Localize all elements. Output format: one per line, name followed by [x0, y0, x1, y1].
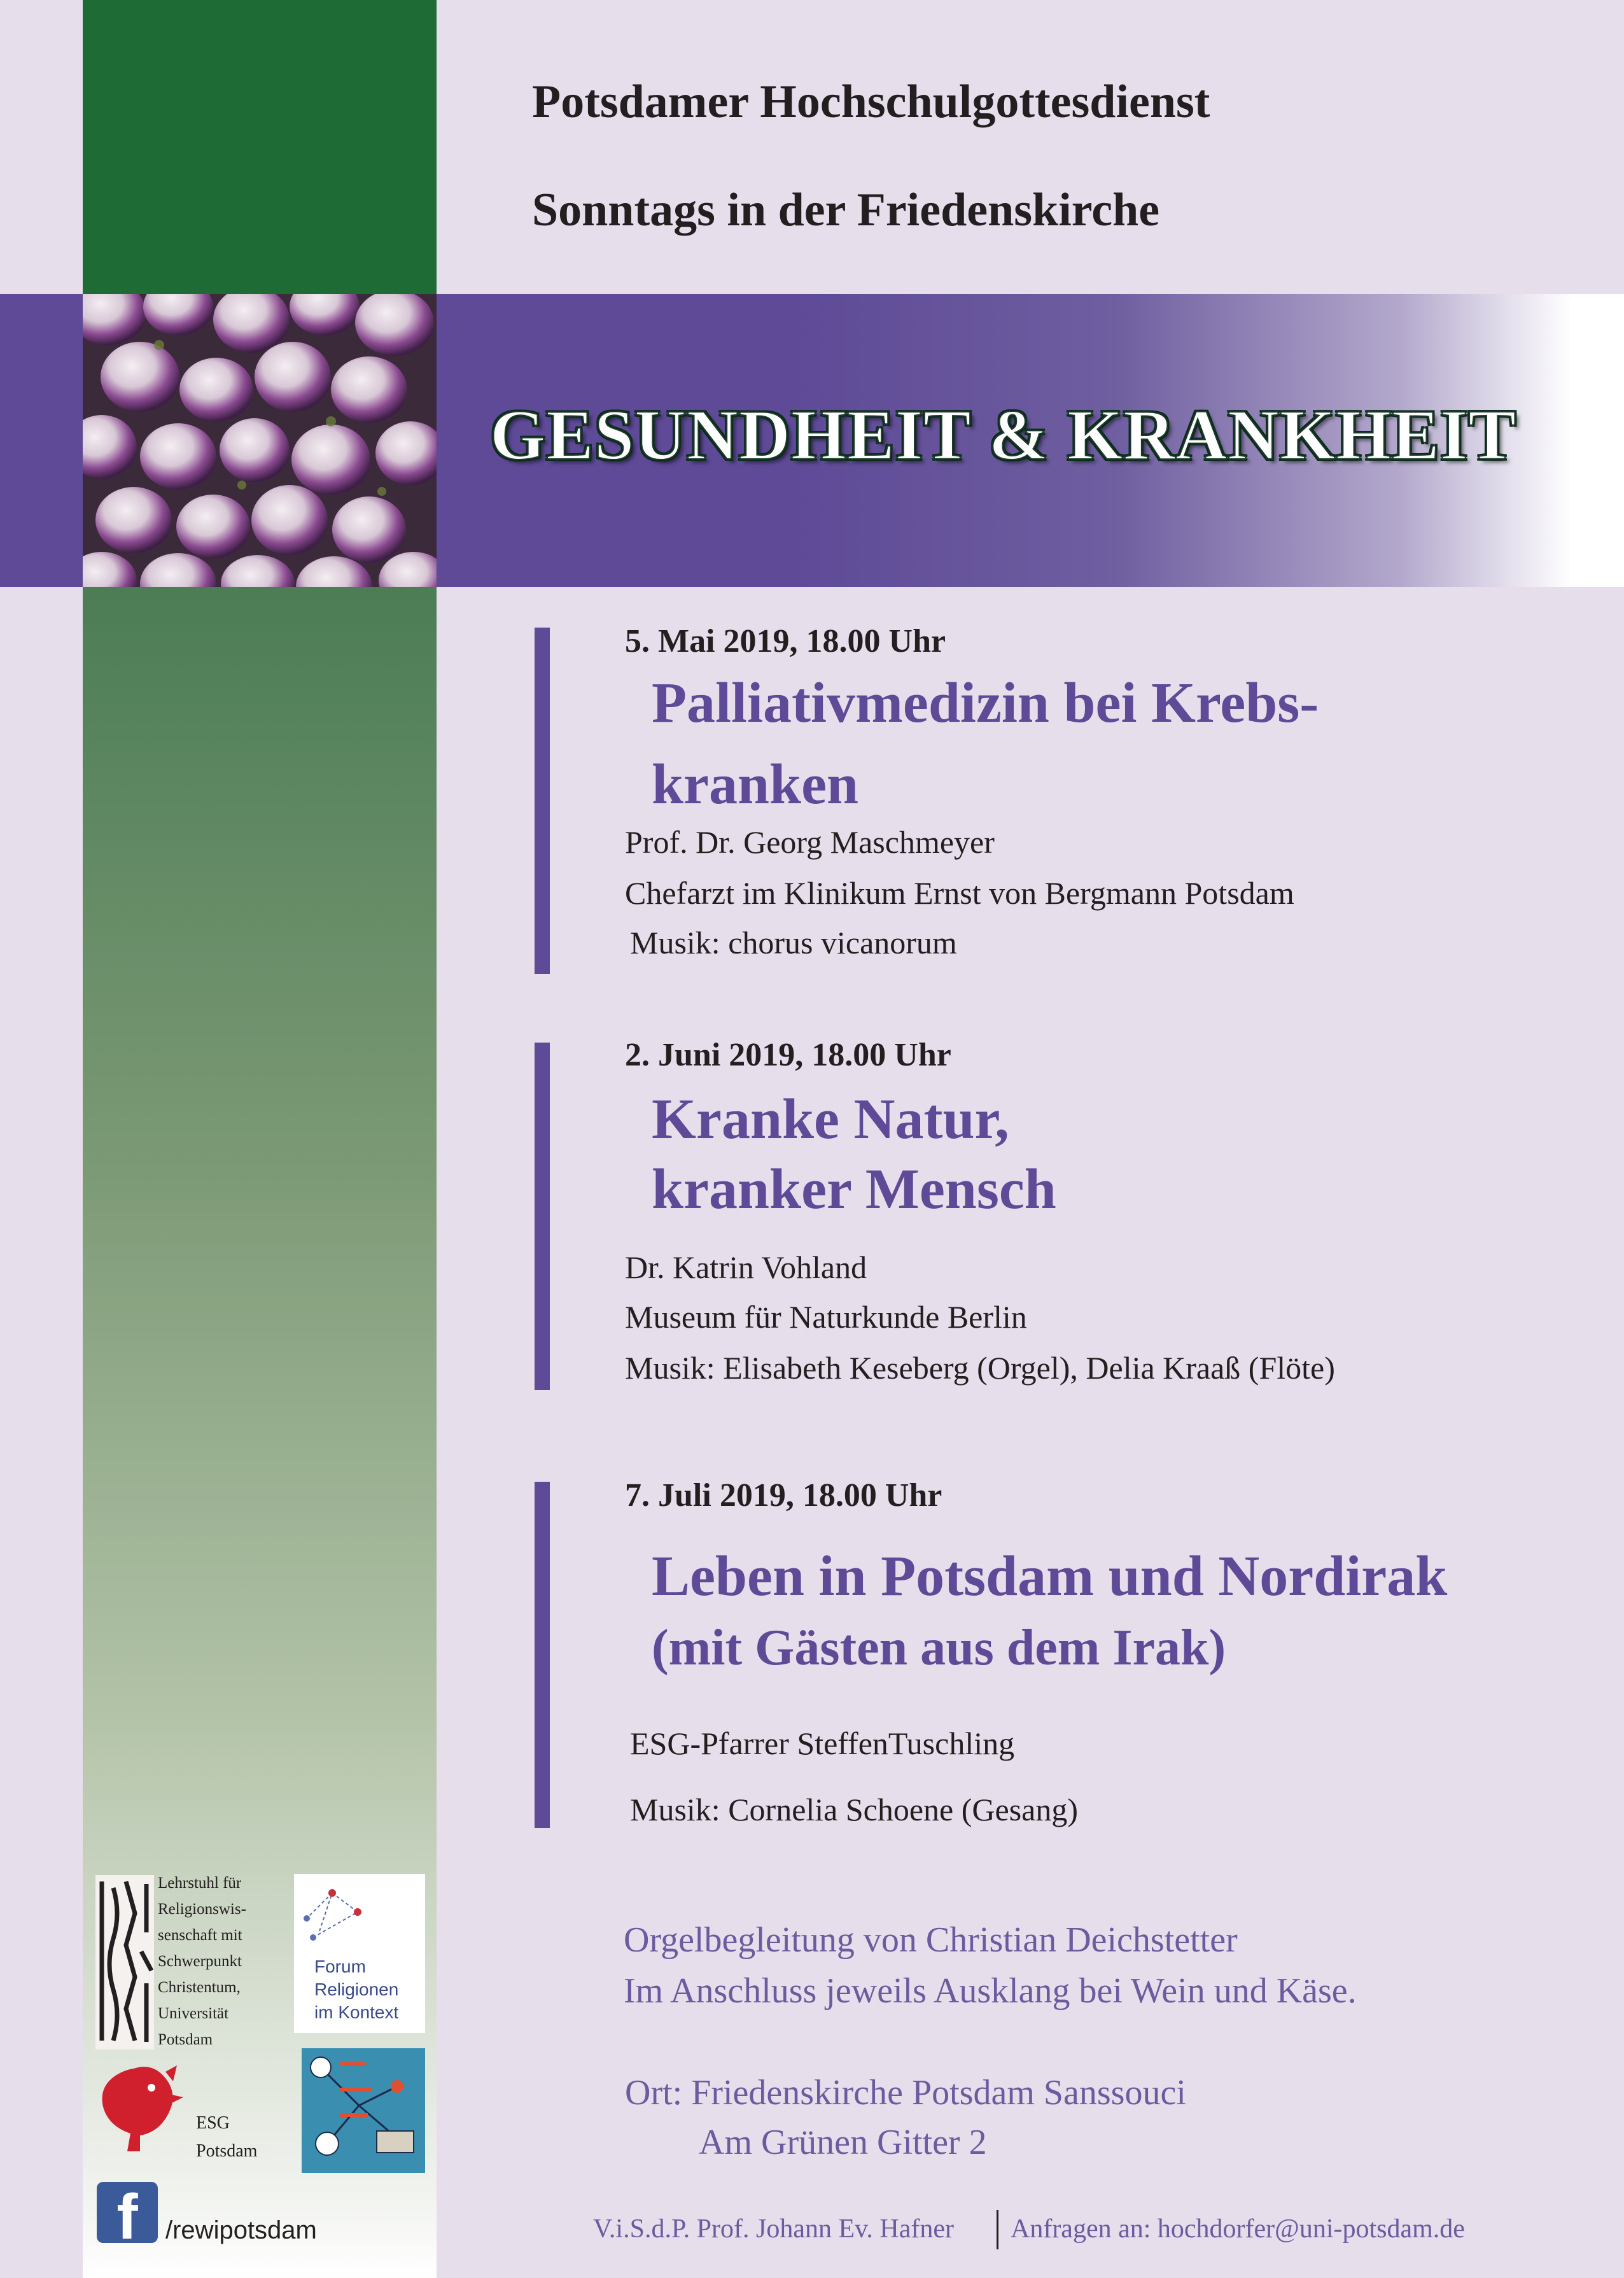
event-1-title-line-2: kranken [652, 753, 859, 816]
event-2-speaker: Dr. Katrin Vohland [625, 1249, 867, 1285]
lehrstuhl-line-4: Schwerpunkt [158, 1953, 242, 1970]
event-2-music: Musik: Elisabeth Keseberg (Orgel), Delia Kraaß (Flöte) [625, 1350, 1335, 1386]
lehrstuhl-line-6: Universität [158, 2005, 229, 2022]
forum-line-1: Forum [314, 1957, 366, 1976]
event-3-speaker: ESG-Pfarrer SteffenTuschling [630, 1726, 1015, 1761]
footer-separator [997, 2210, 998, 2249]
lehrstuhl-line-1: Lehrstuhl für [158, 1874, 242, 1892]
event-1-title-line-1: Palliativmedizin bei Krebs- [652, 671, 1319, 735]
header-line-2: Sonntags in der Friedenskirche [532, 184, 1160, 236]
turnips-photo [83, 294, 437, 587]
esg-line-1: ESG [196, 2113, 230, 2133]
event-1-speaker: Prof. Dr. Georg Maschmeyer [625, 824, 995, 860]
event-3-title-line-1: Leben in Potsdam und Nordirak [652, 1545, 1448, 1608]
esg-text [196, 2109, 257, 2165]
contact-text: Anfragen an: hochdorfer@uni-potsdam.de [1011, 2214, 1465, 2244]
location-line-2: Am Grünen Gitter 2 [699, 2123, 987, 2162]
lehrstuhl-text [158, 1870, 246, 2053]
event-2-affiliation: Museum für Naturkunde Berlin [625, 1299, 1027, 1335]
event-3-title-line-2: (mit Gästen aus dem Irak) [652, 1620, 1226, 1676]
location-line-1: Ort: Friedenskirche Potsdam Sanssouci [625, 2073, 1186, 2113]
facebook-icon[interactable]: f [97, 2182, 158, 2243]
event-1-date: 5. Mai 2019, 18.00 Uhr [625, 623, 946, 659]
lehrstuhl-line-3: senschaft mit [158, 1927, 242, 1944]
header-line-1: Potsdamer Hochschulgottesdienst [532, 76, 1210, 128]
esg-rooster-logo [95, 2062, 186, 2155]
event-2-title-line-2: kranker Mensch [652, 1158, 1056, 1221]
forum-line-3: im Kontext [314, 2002, 399, 2022]
lehrstuhl-line-5: Christentum, [158, 1979, 241, 1996]
lehrstuhl-line-2: Religionswis- [158, 1901, 246, 1918]
event-1-bar [535, 628, 550, 974]
forum-logo [294, 1874, 425, 2033]
event-2-date: 2. Juni 2019, 18.00 Uhr [625, 1037, 951, 1073]
event-1-music: Musik: chorus vicanorum [630, 925, 957, 960]
lehrstuhl-logo [95, 1875, 154, 2049]
event-2-title-line-1: Kranke Natur, [652, 1088, 1009, 1151]
reception-info: Im Anschluss jeweils Ausklang bei Wein und Käse. [624, 1971, 1357, 2011]
facebook-handle[interactable]: /rewipotsdam [165, 2216, 317, 2244]
esg-line-2: Potsdam [196, 2141, 258, 2161]
forum-line-2: Religionen [314, 1979, 399, 1999]
lehrstuhl-line-7: Potsdam [158, 2031, 213, 2048]
event-2-bar [535, 1043, 550, 1390]
turnips-image [83, 294, 437, 587]
event-1-affiliation: Chefarzt im Klinikum Ernst von Bergmann Potsdam [625, 875, 1294, 911]
event-3-music: Musik: Cornelia Schoene (Gesang) [630, 1792, 1079, 1827]
kontext-logo [302, 2048, 425, 2173]
banner-title: GESUNDHEIT & KRANKHEIT [490, 396, 1517, 475]
visdp-text: V.i.S.d.P. Prof. Johann Ev. Hafner [593, 2214, 954, 2244]
organ-info: Orgelbegleitung von Christian Deichstetter [624, 1920, 1238, 1960]
event-3-bar [535, 1482, 550, 1828]
event-3-date: 7. Juli 2019, 18.00 Uhr [625, 1477, 942, 1514]
